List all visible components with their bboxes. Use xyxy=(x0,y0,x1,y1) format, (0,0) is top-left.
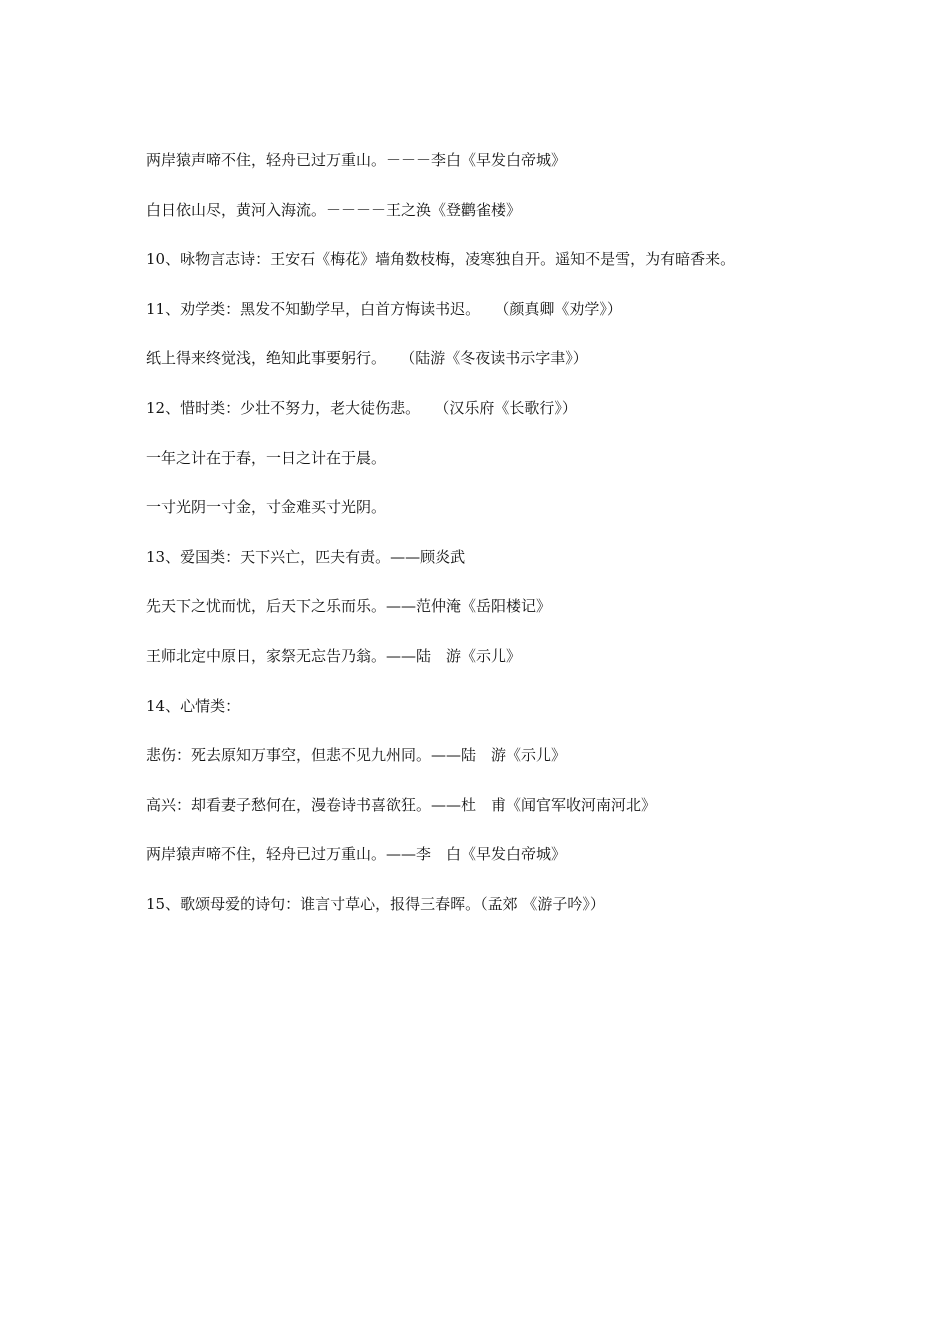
text-line: 两岸猿声啼不住，轻舟已过万重山。－－－李白《早发白帝城》 xyxy=(146,151,567,169)
text-line: 一年之计在于春，一日之计在于晨。 xyxy=(146,448,387,467)
text-line: 15、歌颂母爱的诗句：谁言寸草心，报得三春晖。（孟郊 《游子吟》） xyxy=(146,894,605,913)
document-body xyxy=(146,148,866,942)
text-line: 纸上得来终觉浅，绝知此事要躬行。 （陆游《冬夜读书示字聿》） xyxy=(146,349,588,368)
text-line: 白日依山尽，黄河入海流。－－－－王之涣《登鹳雀楼》 xyxy=(146,200,522,219)
text-line: 两岸猿声啼不住，轻舟已过万重山。——李 白《早发白帝城》 xyxy=(146,845,567,864)
text-line: 悲伤：死去原知万事空，但悲不见九州同。——陆 游《示儿》 xyxy=(146,746,567,765)
text-line: 王师北定中原日，家祭无忘告乃翁。——陆 游《示儿》 xyxy=(146,646,522,665)
text-line: 13、爱国类：天下兴亡，匹夫有责。——顾炎武 xyxy=(146,547,466,566)
text-line: 11、劝学类：黑发不知勤学早，白首方悔读书迟。 （颜真卿《劝学》） xyxy=(146,299,622,318)
text-line: 一寸光阴一寸金，寸金难买寸光阴。 xyxy=(146,498,387,517)
text-line: 先天下之忧而忧，后天下之乐而乐。——范仲淹《岳阳楼记》 xyxy=(146,597,552,616)
text-line: 12、惜时类：少壮不努力，老大徒伤悲。 （汉乐府《长歌行》） xyxy=(146,398,577,417)
text-line: 高兴：却看妻子愁何在，漫卷诗书喜欲狂。——杜 甫《闻官军收河南河北》 xyxy=(146,795,657,814)
text-line: 10、咏物言志诗：王安石《梅花》墙角数枝梅，凌寒独自开。遥知不是雪，为有暗香来。 xyxy=(146,250,736,269)
text-line: 14、心情类： xyxy=(146,696,241,715)
